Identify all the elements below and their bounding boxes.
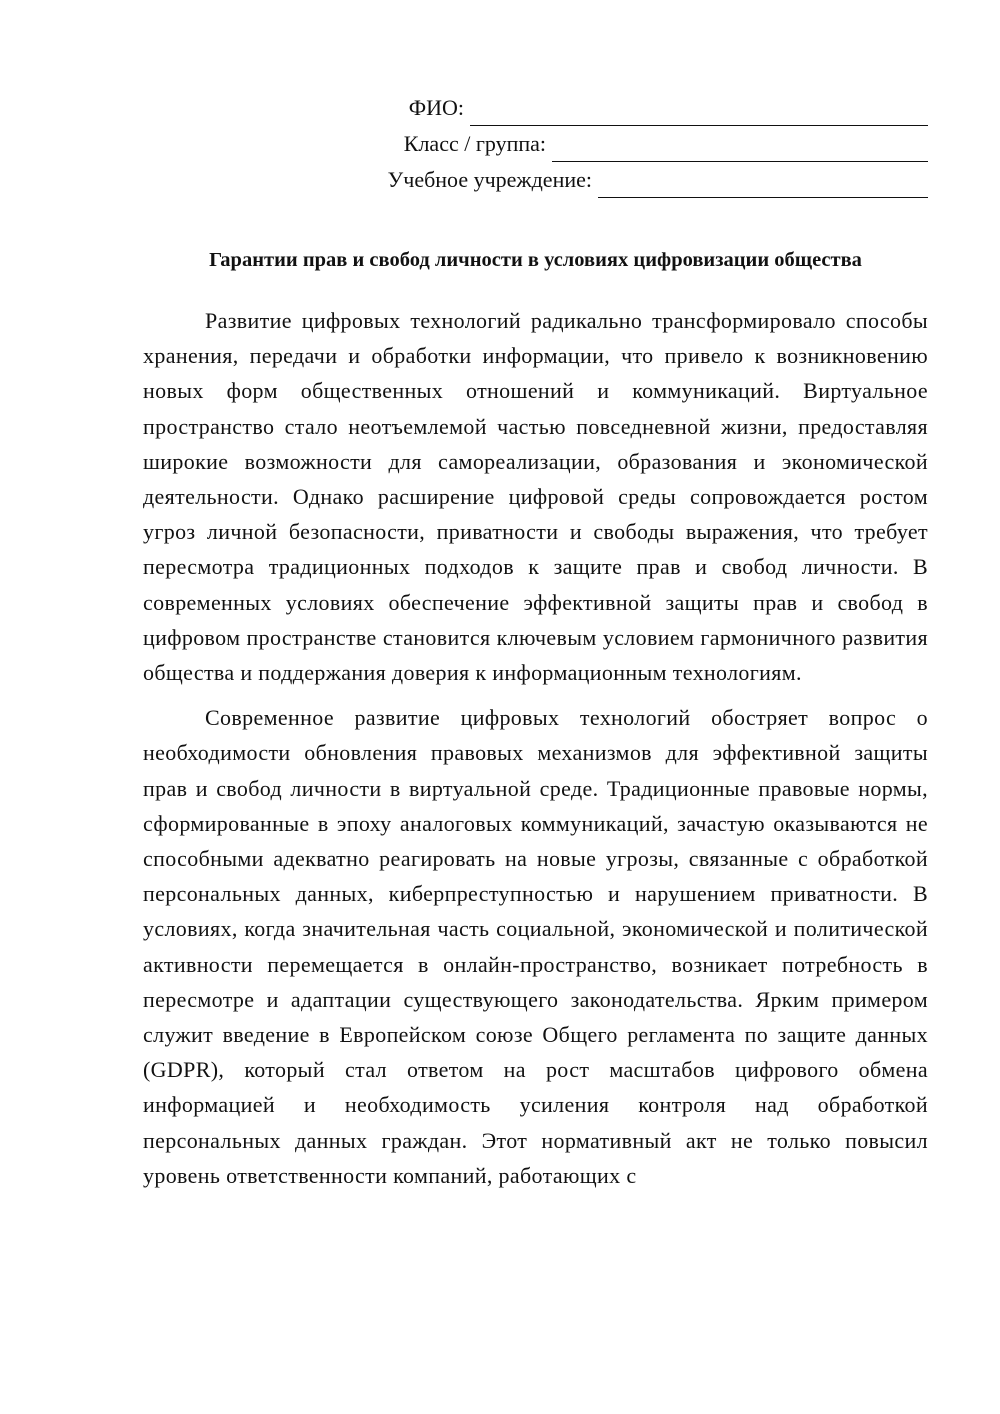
fio-label: ФИО: <box>408 95 464 120</box>
paragraph: Развитие цифровых технологий радикально трансформировало способы хранения, передачи и обработки информации, что привело к возникновению новых форм общественных отношений и коммуникаций. Виртуальное пространство стало неотъемлемой частью повседневной жизни, предоставляя широкие возможности для самореализации, образования и экономической деятельности. Однако расширение цифровой среды сопровождается ростом угроз личной безопасности, приватности и свободы выражения, что требует пересмотра традиционных подходов к защите прав и свобод личности. В современных условиях обеспечение эффективной защиты прав и свобод в цифровом пространстве становится ключевым условием гармоничного развития общества и поддержания доверия к информационным технологиям. <box>143 308 928 686</box>
class-line <box>143 126 928 162</box>
fio-line <box>143 90 928 126</box>
class-label: Класс / группа: <box>403 131 546 156</box>
school-blank-field[interactable] <box>598 171 928 198</box>
class-blank-field[interactable] <box>552 135 928 162</box>
document-title: Гарантии прав и свобод личности в условиях цифровизации общества <box>209 249 862 271</box>
school-line <box>143 162 928 198</box>
school-label: Учебное учреждение: <box>387 167 592 192</box>
paragraph: Современное развитие цифровых технологий обостряет вопрос о необходимости обновления правовых механизмов для эффективной защиты прав и свобод личности в виртуальной среде. Традиционные правовые нормы, сформированные в эпоху аналоговых коммуникаций, зачастую оказываются не способными адекватно реагировать на новые угрозы, связанные с обработкой персональных данных, киберпреступностью и нарушением приватности. В условиях, когда значительная часть социальной, экономической и политической активности перемещается в онлайн-пространство, возникает потребность в пересмотре и адаптации существующего законодательства. Ярким примером служит введение в Европейском союзе Общего регламента по защите данных (GDPR), который стал ответом на рост масштабов цифрового обмена информацией и необходимость усиления контроля над обработкой персональных данных граждан. Этот нормативный акт не только повысил уровень ответственности компаний, работающих с <box>143 705 928 1188</box>
document-page <box>143 90 928 1193</box>
fio-blank-field[interactable] <box>470 99 928 126</box>
student-info-header <box>143 90 928 198</box>
